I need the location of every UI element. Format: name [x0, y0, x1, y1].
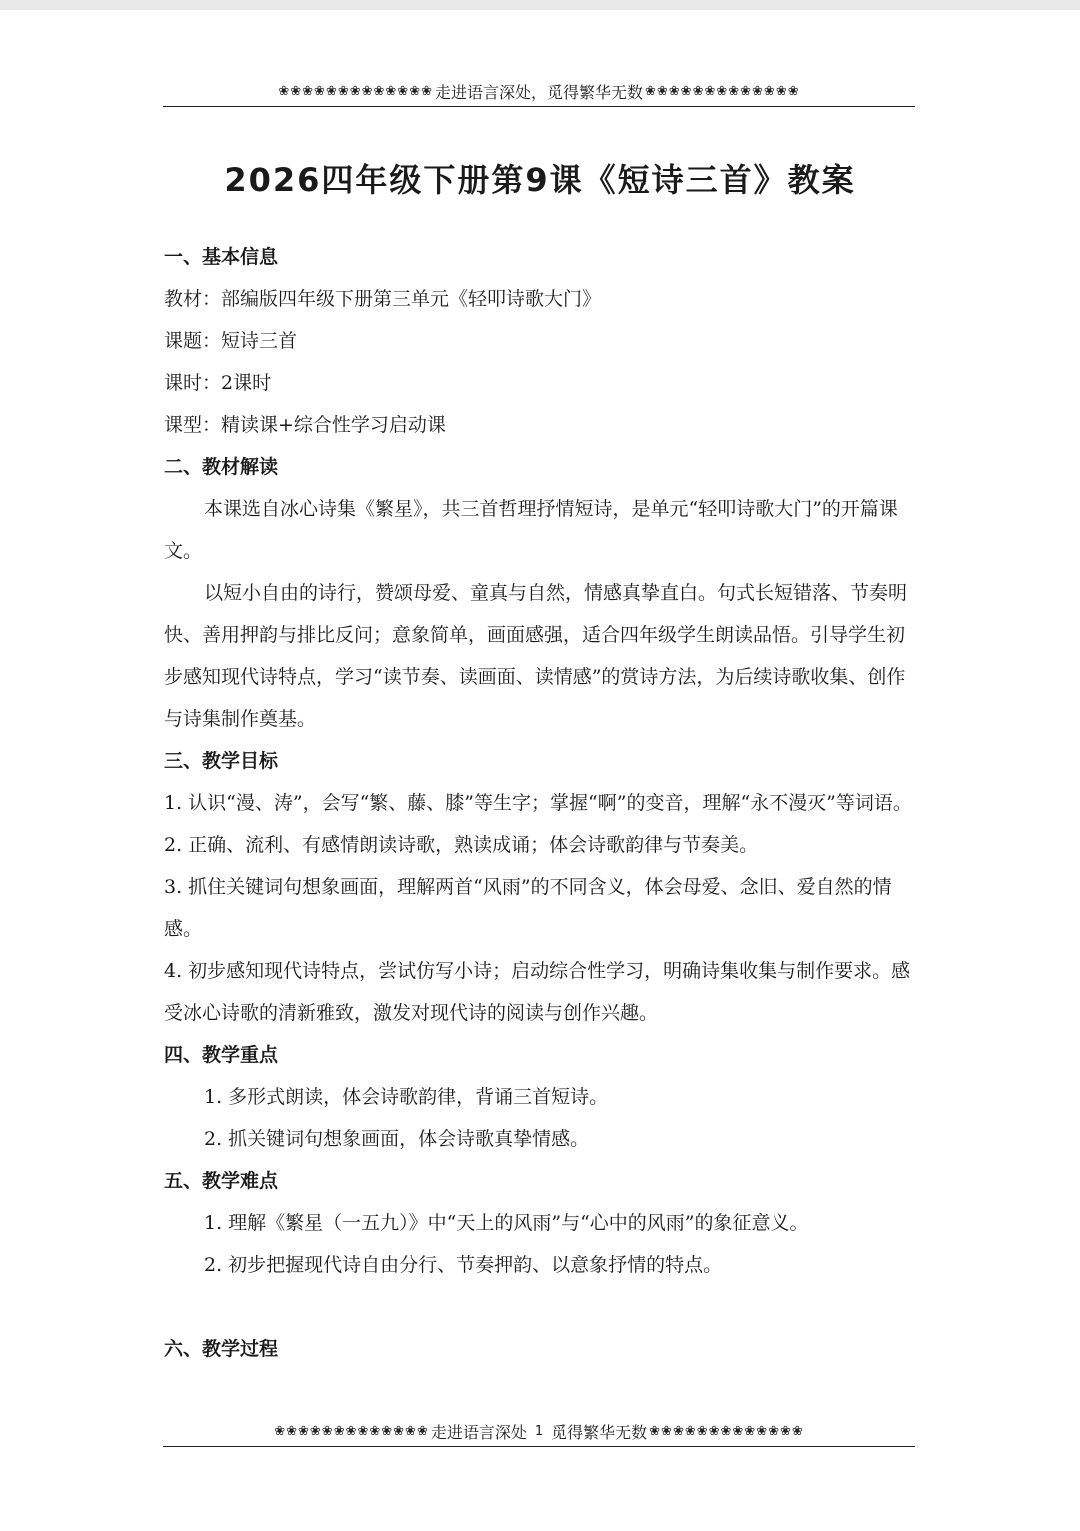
flower-border-left: ❀❀❀❀❀❀❀❀❀❀❀❀❀: [274, 1423, 429, 1439]
list-item: 3. 抓住关键词句想象画面，理解两首“风雨”的不同含义，体会母爱、念旧、爱自然的情感。: [164, 876, 892, 940]
paragraph: 以短小自由的诗行，赞颂母爱、童真与自然，情感真挚直白。句式长短错落、节奏明快、善用押韵与排比反问；意象简单，画面感强，适合四年级学生朗读品悟。引导学生初步感知现代诗特点，学习“读节奏、读画面、读情感”的赏诗方法，为后续诗歌收集、创作与诗集制作奠基。: [164, 582, 908, 730]
text-line: 课时：2课时: [164, 372, 272, 394]
header-rule: [163, 106, 915, 107]
header-motto: 走进语言深处，觅得繁华无数: [434, 82, 643, 102]
section-heading-difficulties: 五、教学难点: [164, 1170, 279, 1192]
list-item: 2. 初步把握现代诗自由分行、节奏押韵、以意象抒情的特点。: [204, 1254, 723, 1276]
list-item: 1. 多形式朗读，体会诗歌韵律，背诵三首短诗。: [204, 1086, 609, 1108]
footer-motto-right: 觅得繁华无数: [551, 1422, 648, 1442]
footer-banner: [163, 1418, 915, 1444]
text-line: 教材：部编版四年级下册第三单元《轻叩诗歌大门》: [164, 288, 602, 310]
flower-border-right: ❀❀❀❀❀❀❀❀❀❀❀❀❀: [645, 83, 800, 99]
section-heading-textbook-analysis: 二、教材解读: [164, 456, 279, 478]
list-item: 4. 初步感知现代诗特点，尝试仿写小诗；启动综合性学习，明确诗集收集与制作要求。感受冰心诗歌的清新雅致，激发对现代诗的阅读与创作兴趣。: [164, 960, 911, 1024]
section-heading-objectives: 三、教学目标: [164, 750, 279, 772]
spacer: [164, 1286, 916, 1328]
flower-border-left: ❀❀❀❀❀❀❀❀❀❀❀❀❀: [278, 83, 433, 99]
page-title: 2026四年级下册第9课《短诗三首》教案: [224, 161, 856, 199]
footer-rule: [163, 1446, 915, 1447]
text-line: 课题：短诗三首: [164, 330, 298, 352]
list-item: 2. 抓关键词句想象画面，体会诗歌真挚情感。: [204, 1128, 590, 1150]
section-heading-basic-info: 一、基本信息: [164, 246, 279, 268]
document-body: [164, 236, 916, 1370]
list-item: 2. 正确、流利、有感情朗读诗歌，熟读成诵；体会诗歌韵律与节奏美。: [164, 834, 759, 856]
footer-motto-left: 走进语言深处: [430, 1422, 527, 1442]
header-banner: [163, 78, 915, 104]
paragraph: 本课选自冰心诗集《繁星》，共三首哲理抒情短诗，是单元“轻叩诗歌大门”的开篇课文。: [164, 498, 898, 562]
page-number: 1: [534, 1423, 544, 1439]
text-line: 课型：精读课+综合性学习启动课: [164, 414, 446, 436]
list-item: 1. 理解《繁星（一五九）》中“天上的风雨”与“心中的风雨”的象征意义。: [204, 1212, 809, 1234]
top-strip: [0, 0, 1080, 10]
list-item: 1. 认识“漫、涛”，会写“繁、藤、膝”等生字；掌握“啊”的变音，理解“永不漫灭”等词语。: [164, 792, 912, 814]
document-page: [0, 10, 1080, 1531]
section-heading-key-points: 四、教学重点: [164, 1044, 279, 1066]
flower-border-right: ❀❀❀❀❀❀❀❀❀❀❀❀❀: [649, 1423, 804, 1439]
section-heading-process: 六、教学过程: [164, 1338, 279, 1360]
